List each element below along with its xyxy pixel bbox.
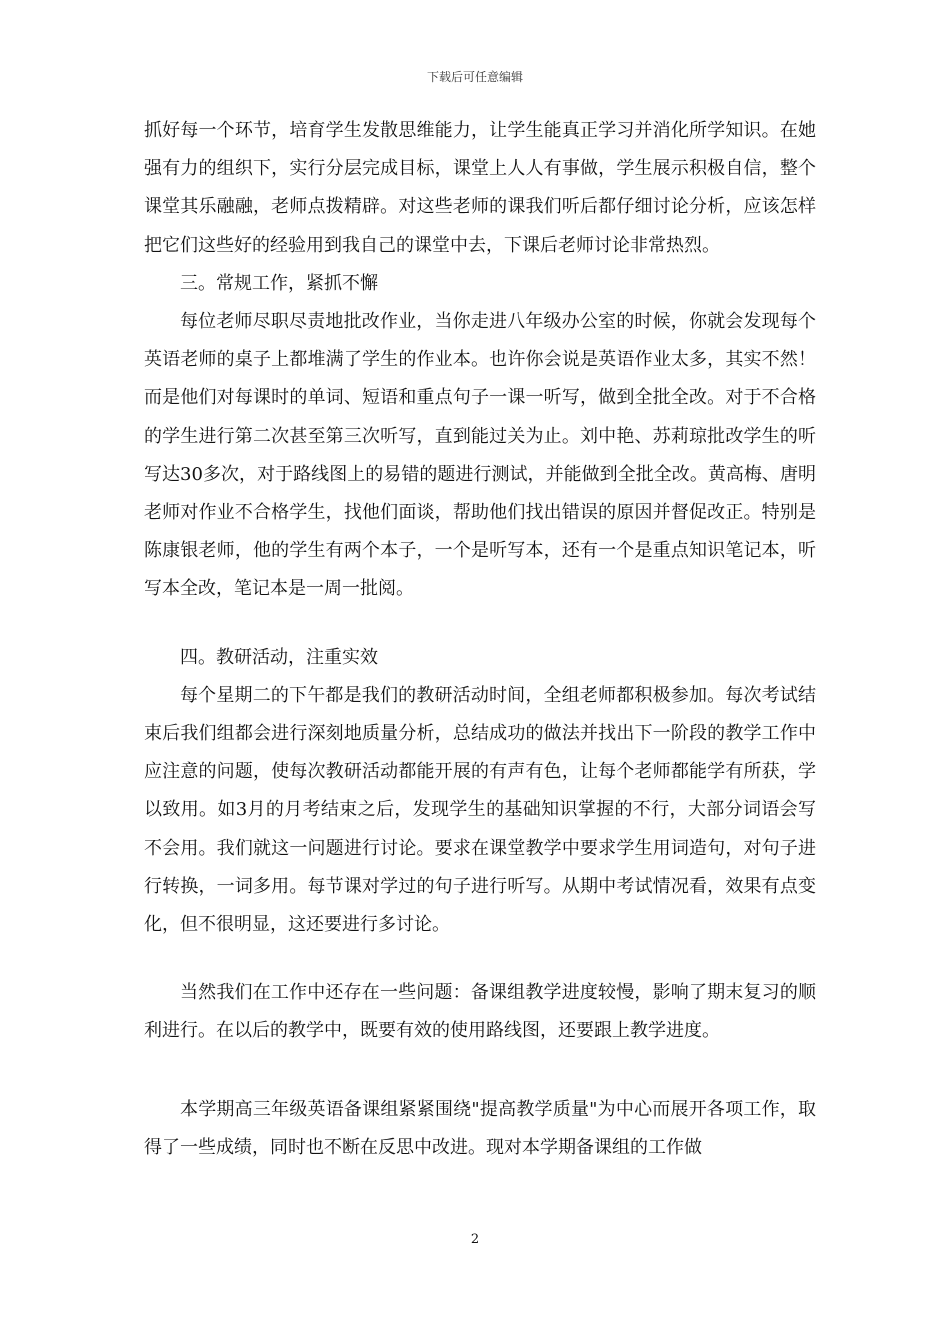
section-heading-4: 四。教研活动，注重实效 — [180, 646, 378, 668]
page-header: 下载后可任意编辑 — [426, 70, 523, 84]
paragraph-homework: 每位老师尽职尽责地批改作业，当你走进八年级办公室的时候，你就会发现每个英语老师的桌子上都堆满了学生的作业本。也许你会说是英语作业太多，其实不然！而是他们对每课时的单词、短语和重点句子一课一听写，做到全批全改。对于不合格的学生进行第二次甚至第三次听写，直到能过关为止。刘中艳、苏莉琼批改学生的听写达30多次，对于路线图上的易错的题进行测试，并能做到全批全改。黄高梅、唐明老师对作业不合格学生，找他们面谈，帮助他们找出错误的原因并督促改正。特别是陈康银老师，他的学生有两个本子，一个是听写本，还有一个是重点知识笔记本，听写本全改，笔记本是一周一批阅。 — [144, 311, 816, 600]
paragraph-summary-intro: 本学期高三年级英语备课组紧紧围绕"提高教学质量"为中心而展开各项工作，取得了一些成绩，同时也不断在反思中改进。现对本学期备课组的工作做 — [144, 1098, 816, 1158]
page-number: 2 — [470, 1232, 480, 1247]
paragraph-problems: 当然我们在工作中还存在一些问题：备课组教学进度较慢，影响了期末复习的顺利进行。在以后的教学中，既要有效的使用路线图，还要跟上教学进度。 — [144, 982, 816, 1042]
paragraph-research: 每个星期二的下午都是我们的教研活动时间，全组老师都积极参加。每次考试结束后我们组都会进行深刻地质量分析，总结成功的做法并找出下一阶段的教学工作中应注意的问题，使每次教研活动都能开展的有声有色，让每个老师都能学有所获，学以致用。如3月的月考结束之后，发现学生的基础知识掌握的不行，大部分词语会写不会用。我们就这一问题进行讨论。要求在课堂教学中要求学生用词造句，对句子进行转换，一词多用。每节课对学过的句子进行听写。从期中考试情况看，效果有点变化，但不很明显，这还要进行多讨论。 — [144, 684, 816, 936]
section-heading-3: 三。常规工作，紧抓不懈 — [180, 272, 378, 294]
paragraph-continuation: 抓好每一个环节，培育学生发散思维能力，让学生能真正学习并消化所学知识。在她强有力的组织下，实行分层完成目标，课堂上人人有事做，学生展示积极自信，整个课堂其乐融融，老师点拨精辟。对这些老师的课我们听后都仔细讨论分析，应该怎样把它们这些好的经验用到我自己的课堂中去，下课后老师讨论非常热烈。 — [144, 120, 816, 256]
document-body — [144, 112, 816, 1167]
